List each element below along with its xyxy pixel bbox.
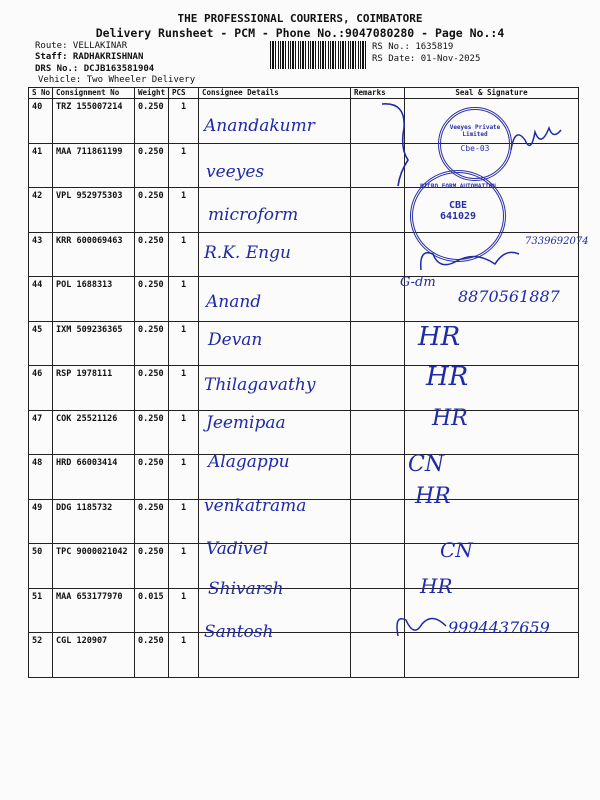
row-consignment: MAA 653177970 [53,588,135,633]
row-sno: 47 [29,410,53,455]
vehicle-label: Vehicle: Two Wheeler Delivery [38,75,196,85]
consignee-handwritten: Shivarsh [208,578,284,599]
mark-hr-1: HR [418,322,461,352]
mark-cn-1: CN [408,452,445,477]
row-consignment: IXM 509236365 [53,321,135,366]
row-remarks-cell [351,499,405,544]
row-seal-cell [405,410,579,455]
rs-date: RS Date: 01-Nov-2025 [372,54,481,64]
table-row [29,544,579,589]
row-weight: 0.250 [135,544,169,589]
table-row [29,633,579,678]
row-consignment: DDG 1185732 [53,499,135,544]
col-weight: Weight [135,88,169,99]
row-consignment: POL 1688313 [53,277,135,322]
row-consignment: MAA 711861199 [53,143,135,188]
row-remarks-cell [351,188,405,233]
row-sno: 52 [29,633,53,678]
sig-name-anand: G-dm [400,275,436,290]
signature-veeyes [505,120,565,160]
consignee-handwritten: microform [208,205,299,225]
rs-number: RS No.: 1635819 [372,42,454,52]
row-pcs: 1 [169,588,199,633]
row-pcs: 1 [169,499,199,544]
sig-phone-3: 9994437659 [448,618,550,637]
drs-number: DRS No.: DCJB163581904 [35,64,155,74]
row-weight: 0.250 [135,499,169,544]
consignee-handwritten: Alagappu [208,452,290,472]
mark-cn-2: CN [440,538,473,562]
consignee-handwritten: Santosh [204,622,274,642]
consignee-handwritten: veeyes [206,161,265,182]
row-pcs: 1 [169,455,199,500]
row-sno: 43 [29,232,53,277]
table-row [29,321,579,366]
col-seal: Seal & Signature [405,88,579,99]
consignee-handwritten: Devan [208,329,263,350]
consignee-handwritten: venkatrama [204,495,307,516]
row-weight: 0.250 [135,321,169,366]
signature-rk [415,240,525,280]
row-consignment: KRR 600069463 [53,232,135,277]
row-weight: 0.250 [135,455,169,500]
row-consignment: HRD 66003414 [53,455,135,500]
consignee-handwritten: Jeemipaa [206,412,286,433]
row-pcs: 1 [169,366,199,411]
mark-hr-4: HR [415,484,451,509]
row-weight: 0.250 [135,633,169,678]
runsheet-subtitle: Delivery Runsheet - PCM - Phone No.:9047080280 - Page No.:4 [95,26,505,40]
sig-phone-2: 8870561887 [458,287,560,306]
row-pcs: 1 [169,633,199,678]
row-pcs: 1 [169,410,199,455]
row-sno: 50 [29,544,53,589]
row-sno: 45 [29,321,53,366]
row-remarks-cell [351,321,405,366]
row-weight: 0.250 [135,99,169,144]
row-consignment: VPL 952975303 [53,188,135,233]
row-weight: 0.250 [135,143,169,188]
row-pcs: 1 [169,277,199,322]
sig-phone-1: 7339692074 [525,236,589,247]
remarks-brace [378,98,414,190]
row-pcs: 1 [169,188,199,233]
mark-hr-3: HR [432,406,468,431]
row-consignment: TRZ 155007214 [53,99,135,144]
row-weight: 0.250 [135,277,169,322]
table-row [29,455,579,500]
row-pcs: 1 [169,99,199,144]
row-remarks-cell [351,410,405,455]
row-consignment: TPC 9000021042 [53,544,135,589]
col-consignee: Consignee Details [199,88,351,99]
row-sno: 46 [29,366,53,411]
stamp-microform-name: MICRO FORM AUTOMATION [420,183,496,190]
row-consignment: COK 25521126 [53,410,135,455]
row-sno: 44 [29,277,53,322]
signature-santosh [392,608,452,644]
row-weight: 0.250 [135,188,169,233]
consignee-handwritten: Vadivel [206,539,269,559]
row-weight: 0.250 [135,366,169,411]
row-pcs: 1 [169,544,199,589]
row-sno: 40 [29,99,53,144]
stamp-veeyes-city: Cbe-03 [460,144,490,153]
row-weight: 0.015 [135,588,169,633]
row-remarks-cell [351,232,405,277]
mark-hr-5: HR [420,574,453,598]
col-pcs: PCS [169,88,199,99]
row-remarks-cell [351,544,405,589]
company-title: THE PROFESSIONAL COURIERS, COIMBATORE [177,12,423,25]
row-consignment: CGL 120907 [53,633,135,678]
row-consignment: RSP 1978111 [53,366,135,411]
consignee-handwritten: Anand [206,292,262,312]
row-sno: 41 [29,143,53,188]
staff-label: Staff: RADHAKRISHNAN [35,52,144,62]
col-consignment: Consignment No [53,88,135,99]
table-row [29,410,579,455]
route-label: Route: VELLAKINAR [35,41,128,51]
stamp-microform-pin: 641029 [439,211,477,222]
row-remarks-cell [351,455,405,500]
barcode [270,41,368,69]
row-sno: 48 [29,455,53,500]
consignee-handwritten: Thilagavathy [204,375,316,395]
consignee-handwritten: R.K. Engu [204,242,291,263]
row-sno: 51 [29,588,53,633]
mark-hr-2: HR [426,362,469,392]
row-pcs: 1 [169,232,199,277]
stamp-microform-city: CBE [448,200,468,211]
consignee-handwritten: Anandakumr [204,116,315,136]
row-remarks-cell [351,366,405,411]
row-sno: 49 [29,499,53,544]
row-remarks-cell [351,277,405,322]
row-pcs: 1 [169,321,199,366]
row-pcs: 1 [169,143,199,188]
col-remarks: Remarks [351,88,405,99]
row-sno: 42 [29,188,53,233]
table-header [29,88,579,99]
row-weight: 0.250 [135,410,169,455]
col-sno: S No [29,88,53,99]
row-weight: 0.250 [135,232,169,277]
stamp-veeyes-name: Veeyes Private Limited [449,124,501,138]
